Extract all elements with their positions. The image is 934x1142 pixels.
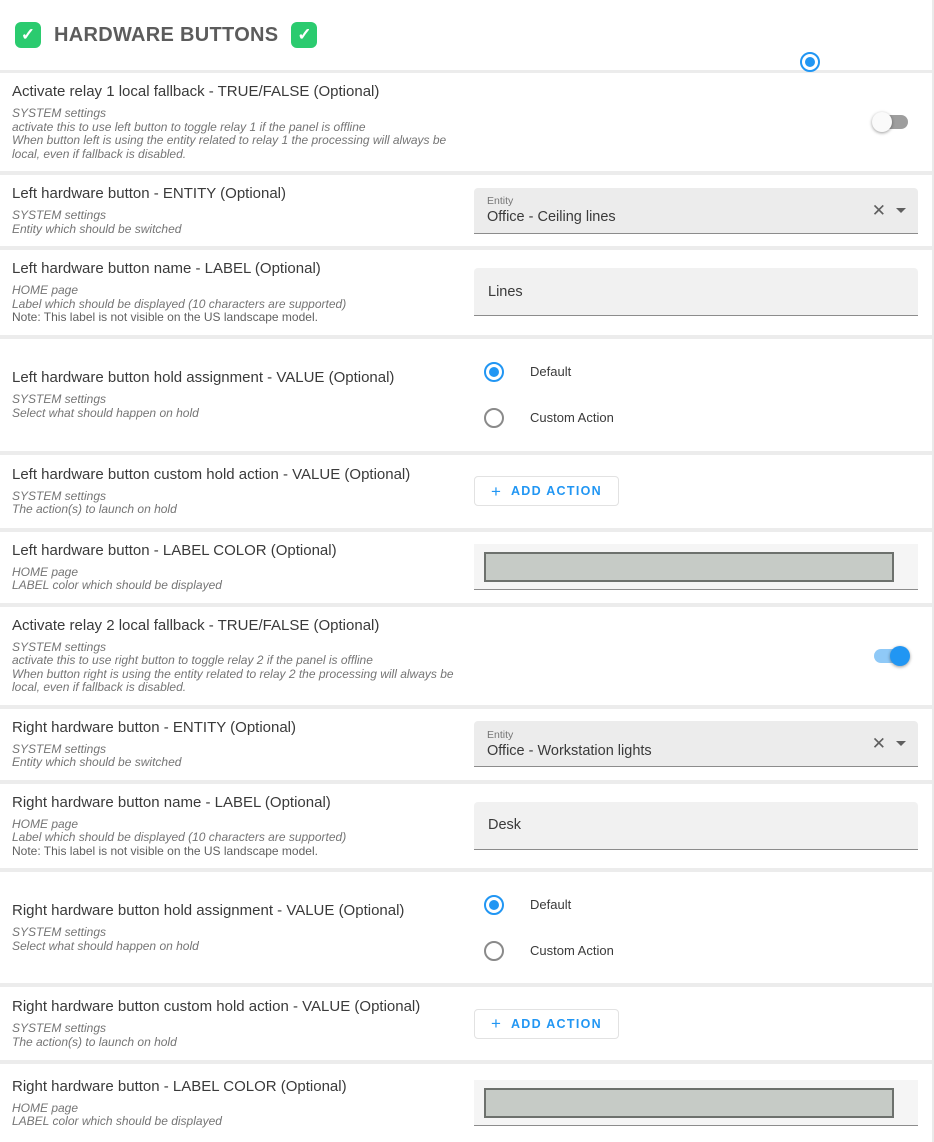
right-label-color-swatch[interactable]	[474, 1080, 918, 1126]
setting-description: Select what should happen on hold	[12, 405, 199, 420]
left-name-input[interactable]	[474, 268, 918, 316]
select-floating-label: Entity	[487, 195, 514, 207]
chevron-down-icon[interactable]	[896, 208, 906, 213]
setting-description: LABEL color which should be displayed	[12, 578, 222, 592]
toggle-thumb	[872, 112, 892, 132]
radio-icon	[484, 362, 504, 382]
radio-icon	[484, 408, 504, 428]
setting-row-relay1-fallback	[0, 73, 932, 175]
setting-subtitle: SYSTEM settings	[12, 925, 107, 939]
setting-subtitle: SYSTEM settings	[12, 741, 107, 756]
setting-subtitle: SYSTEM settings	[12, 488, 107, 503]
right-hold-default-radio[interactable]	[484, 895, 614, 915]
radio-label: Default	[530, 364, 572, 379]
setting-title: Right hardware button - LABEL COLOR (Optional)	[12, 1077, 347, 1095]
color-swatch-preview	[484, 1088, 894, 1118]
setting-row-right-entity	[0, 709, 932, 784]
setting-note: Note: This label is not visible on the US landscape model.	[12, 310, 318, 324]
left-hold-custom-radio[interactable]	[484, 408, 614, 428]
select-value: Office - Workstation lights	[487, 742, 652, 759]
right-add-action-button[interactable]	[474, 1009, 619, 1039]
setting-row-relay2-fallback	[0, 607, 932, 709]
setting-subtitle: HOME page	[12, 1100, 79, 1115]
setting-subtitle: SYSTEM settings	[12, 106, 107, 120]
relay1-fallback-toggle[interactable]	[872, 111, 910, 133]
radio-label: Custom Action	[530, 943, 614, 958]
left-hold-default-radio[interactable]	[484, 362, 614, 382]
select-value: Office - Ceiling lines	[487, 209, 616, 225]
setting-title: Right hardware button - ENTITY (Optional)	[12, 718, 297, 736]
setting-title: Right hardware button custom hold action - VALUE (Optional)	[12, 998, 421, 1015]
right-entity-select[interactable]	[474, 721, 918, 767]
checked-checkbox-icon: ✓	[15, 22, 41, 48]
left-entity-select[interactable]	[474, 188, 918, 234]
setting-title: Activate relay 1 local fallback - TRUE/FALSE (Optional)	[12, 83, 380, 100]
setting-row-left-custom-hold	[0, 455, 932, 532]
setting-subtitle: SYSTEM settings	[12, 639, 107, 654]
setting-subtitle: HOME page	[12, 564, 79, 579]
setting-row-right-label-color	[0, 1064, 932, 1142]
setting-description: When button left is using the entity related to relay 1 the processing will always be local, even if fallback is disabled.	[12, 133, 447, 161]
setting-row-left-name	[0, 250, 932, 339]
setting-title: Right hardware button name - LABEL (Optional)	[12, 793, 331, 811]
setting-row-right-custom-hold	[0, 987, 932, 1064]
checked-checkbox-icon: ✓	[291, 22, 317, 48]
setting-title: Left hardware button - LABEL COLOR (Optional)	[12, 541, 337, 559]
radio-icon	[484, 941, 504, 961]
setting-row-left-hold-assignment	[0, 339, 932, 455]
setting-subtitle: SYSTEM settings	[12, 392, 107, 406]
setting-description: Entity which should be switched	[12, 755, 182, 769]
clear-icon[interactable]: ✕	[871, 200, 886, 220]
plus-icon: +	[491, 1014, 501, 1033]
add-action-label: ADD ACTION	[510, 1016, 602, 1031]
setting-title: Left hardware button name - LABEL (Optional)	[12, 260, 321, 277]
setting-title: Left hardware button hold assignment - VALUE (Optional)	[12, 369, 395, 386]
relay2-fallback-toggle[interactable]	[872, 645, 910, 667]
select-floating-label: Entity	[487, 728, 514, 741]
page-title: HARDWARE BUTTONS	[54, 23, 279, 46]
right-name-input[interactable]	[474, 802, 918, 850]
clear-icon[interactable]: ✕	[871, 734, 886, 753]
right-hold-radio-group	[484, 889, 614, 967]
radio-label: Custom Action	[530, 410, 614, 425]
radio-label: Default	[530, 897, 572, 912]
setting-row-right-hold-assignment	[0, 872, 932, 987]
chevron-down-icon[interactable]	[896, 741, 906, 746]
setting-description: Label which should be displayed (10 characters are supported)	[12, 830, 347, 844]
setting-title: Right hardware button hold assignment - VALUE (Optional)	[12, 902, 405, 919]
setting-description: The action(s) to launch on hold	[12, 502, 177, 516]
setting-description: The action(s) to launch on hold	[12, 1034, 177, 1049]
plus-icon: +	[491, 481, 501, 501]
left-hold-radio-group	[484, 356, 614, 434]
setting-description: When button right is using the entity related to relay 2 the processing will always be local, even if fallback is disabled.	[12, 666, 454, 694]
setting-description: Select what should happen on hold	[12, 938, 199, 953]
setting-subtitle: SYSTEM settings	[12, 208, 107, 222]
setting-row-left-label-color	[0, 532, 932, 607]
left-add-action-button[interactable]	[474, 476, 619, 506]
setting-description: activate this to use right button to toggle relay 2 if the panel is offline	[12, 653, 373, 667]
toggle-thumb	[890, 646, 910, 666]
setting-description: activate this to use left button to toggle relay 1 if the panel is offline	[12, 119, 366, 134]
section-header	[0, 0, 932, 73]
right-hold-custom-radio[interactable]	[484, 941, 614, 961]
section-radio-button[interactable]	[800, 52, 820, 72]
setting-description: Label which should be displayed (10 characters are supported)	[12, 296, 347, 311]
setting-description: Entity which should be switched	[12, 221, 182, 236]
add-action-label: ADD ACTION	[510, 484, 602, 498]
setting-subtitle: SYSTEM settings	[12, 1021, 107, 1035]
setting-row-left-entity	[0, 175, 932, 250]
left-label-color-swatch[interactable]	[474, 544, 918, 590]
setting-subtitle: HOME page	[12, 816, 79, 831]
setting-note: Note: This label is not visible on the US landscape model.	[12, 843, 318, 858]
setting-row-right-name	[0, 784, 932, 873]
setting-title: Activate relay 2 local fallback - TRUE/FALSE (Optional)	[12, 616, 380, 634]
setting-description: LABEL color which should be displayed	[12, 1114, 222, 1128]
setting-subtitle: HOME page	[12, 283, 79, 297]
radio-icon	[484, 895, 504, 915]
setting-title: Left hardware button - ENTITY (Optional)	[12, 185, 287, 202]
color-swatch-preview	[484, 552, 894, 582]
setting-title: Left hardware button custom hold action - VALUE (Optional)	[12, 465, 411, 483]
